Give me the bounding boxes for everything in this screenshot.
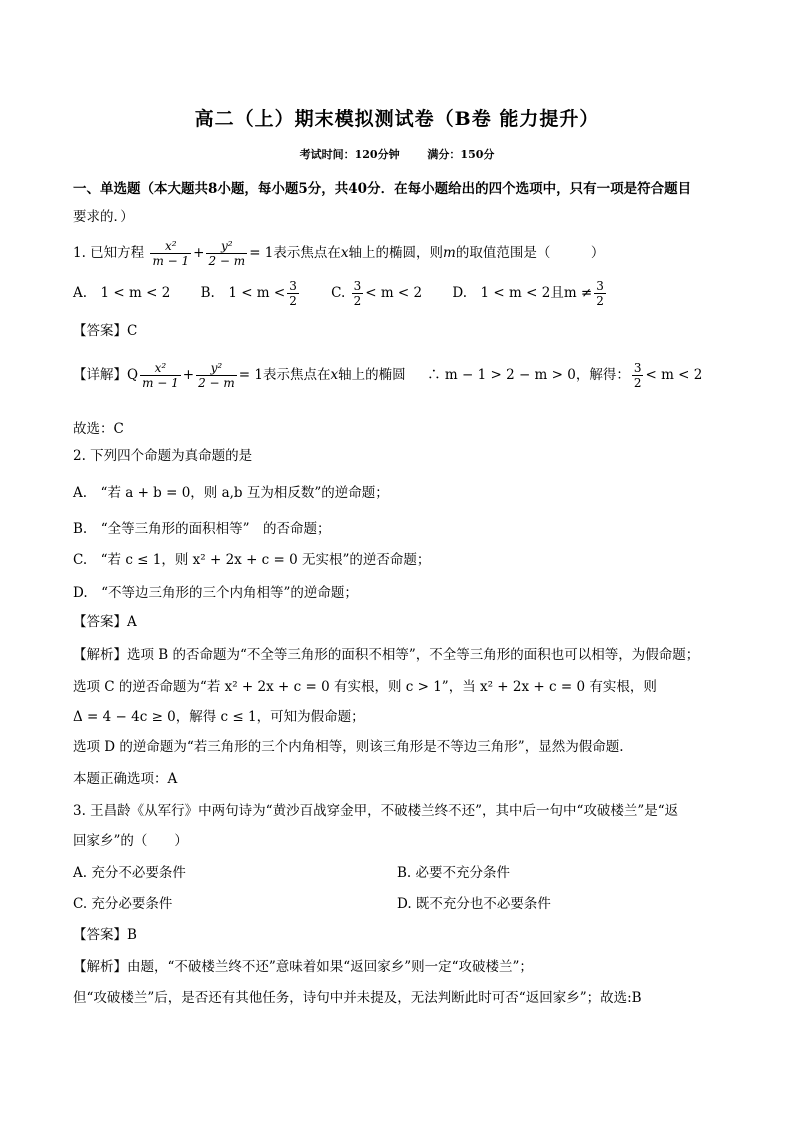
exam-time: 考试时间：120分钟: [299, 148, 400, 161]
q1-answer: 【答案】C: [73, 323, 138, 339]
q3-analysis-1: 【解析】由题，“不破楼兰终不还”意味着如果“返回家乡”则一定“攻破楼兰”；: [73, 959, 533, 975]
section-heading-cont: 要求的．）: [73, 209, 134, 225]
q2-option-c: C. “若 c ≤ 1，则 x² + 2x + c = 0 无实根”的逆否命题；: [73, 552, 431, 568]
q1-options: [73, 276, 634, 310]
q3-option-c: C. 充分必要条件: [73, 896, 173, 912]
section-heading: 一、单选题（本大题共8小题，每小题5分，共40分．在每小题给出的四个选项中，只有一项是符合题目: [73, 181, 692, 197]
q2-analysis-1: 【解析】选项 B 的否命题为“不全等三角形的面积不相等”，不全等三角形的面积也可以相等，为假命题；: [73, 647, 700, 663]
q1-stem: 1. 已知方程 $\frac{\text{x²}}{m - 1}$ + $\frac{\text{y²}}{2 - m}$ = 1表示焦点在x轴上的椭圆，则m的取值范围是（ ）: [73, 239, 605, 268]
q2-option-b: B. “全等三角形的面积相等” 的否命题；: [73, 521, 331, 537]
q3-stem-2: 回家乡”的（ ）: [73, 833, 188, 849]
q3-answer: 【答案】B: [73, 927, 137, 943]
q2-answer: 【答案】A: [73, 614, 137, 630]
q3-stem-1: 3. 王昌龄《从军行》中两句诗为“黄沙百战穿金甲，不破楼兰终不还”，其中后一句中“攻破楼兰”是“返: [73, 803, 679, 819]
q1-option-a: A. 1 < m < 2: [73, 285, 171, 301]
q1-frac-x: $\frac{\text{x²}}{m - 1}$: [152, 239, 190, 268]
q2-option-d: D. “不等边三角形的三个内角相等”的逆命题；: [73, 585, 358, 601]
q2-stem: 2. 下列四个命题为真命题的是: [73, 448, 253, 464]
q2-option-a: A. “若 a + b = 0，则 a,b 互为相反数”的逆命题；: [73, 485, 389, 501]
q3-analysis-2: 但“攻破楼兰”后，是否还有其他任务，诗句中并未提及，无法判断此时可否“返回家乡”；故选:B: [73, 990, 642, 1006]
q1-option-d: D. 1 < m < 2且m ≠ $\frac{3}{2}$: [452, 279, 604, 308]
q3-option-d: D. 既不充分也不必要条件: [397, 896, 551, 912]
q1-conclusion: 故选：C: [73, 421, 124, 437]
q1-option-b: B. 1 < m < $\frac{3}{2}$: [200, 279, 297, 308]
exam-score: 满分：150分: [427, 148, 495, 161]
q2-analysis-2: 选项 C 的逆否命题为“若 x² + 2x + c = 0 有实根，则 c > 1”，当 x² + 2x + c = 0 有实根，则: [73, 679, 657, 695]
exam-info: [0, 146, 794, 162]
q1-option-c: C. $\frac{3}{2}$ < m < 2: [331, 279, 423, 308]
q1-frac-y: $\frac{\text{y²}}{2 - m}$: [208, 239, 246, 268]
q2-analysis-3: Δ = 4 − 4c ≥ 0，解得 c ≤ 1，可知为假命题；: [73, 709, 365, 725]
q2-analysis-5: 本题正确选项：A: [73, 771, 178, 787]
page-title: 高二（上）期末模拟测试卷（B卷 能力提升）: [194, 108, 600, 130]
q2-analysis-4: 选项 D 的逆命题为“若三角形的三个内角相等，则该三角形是不等边三角形”，显然为假命题.: [73, 739, 624, 755]
q3-option-b: B. 必要不充分条件: [397, 865, 511, 881]
q1-prefix: 1. 已知方程: [73, 245, 145, 261]
q3-option-a: A. 充分不必要条件: [73, 865, 186, 881]
q1-detail: 【详解】Q $\frac{\text{x²}}{m - 1}$ + $\frac{\text{y²}}{2 - m}$ = 1表示焦点在x轴上的椭圆 ∴ m − 1 > 2 − m > 0，解得： $\frac{3}{2}$ < m < 2: [73, 361, 703, 390]
